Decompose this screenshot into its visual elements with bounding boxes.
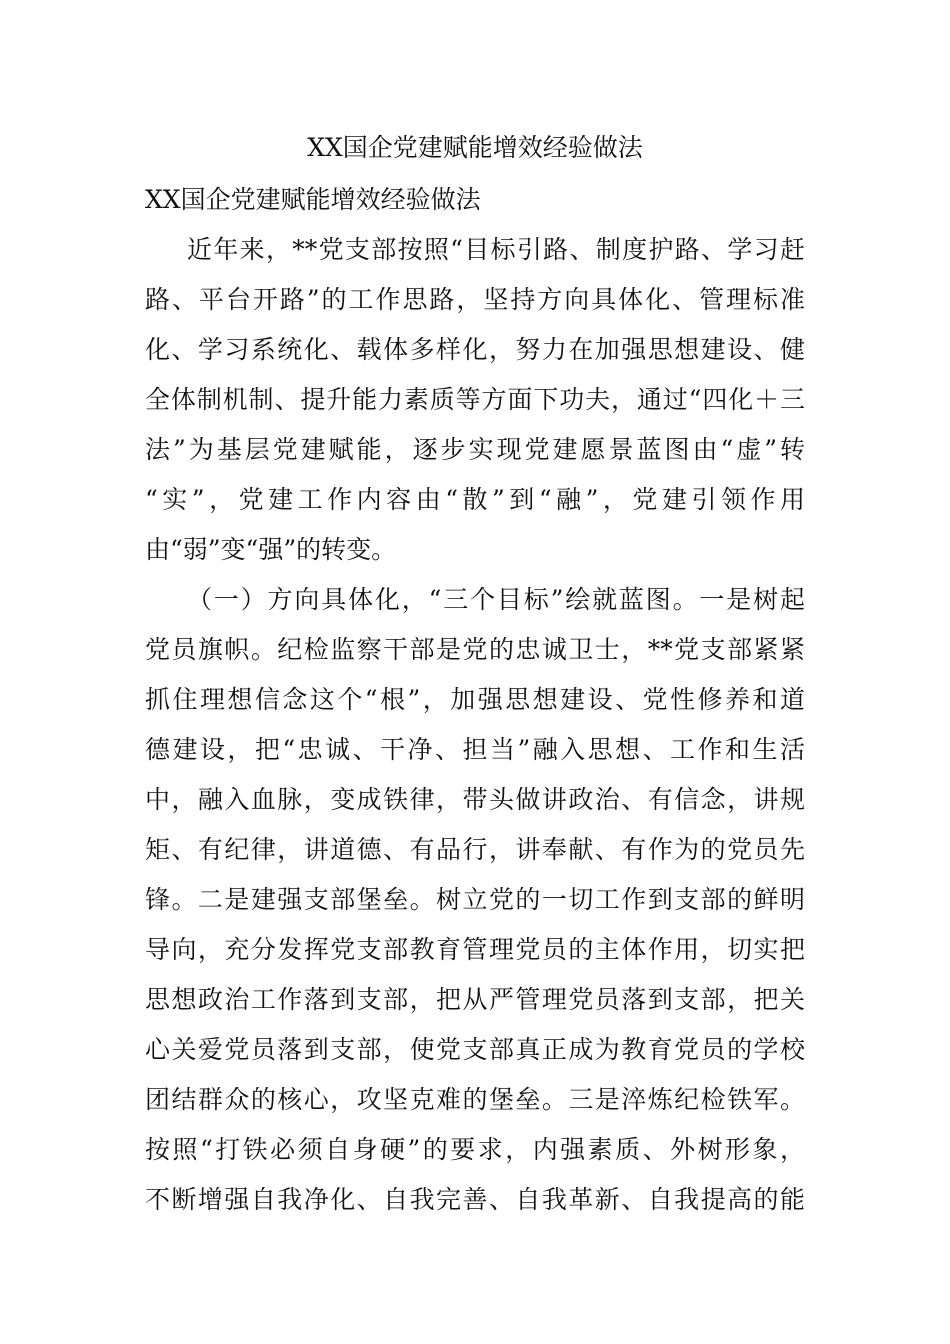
text-line: 矩、有纪律，讲道德、有品行，讲奉献、有作为的党员先 [145,835,805,864]
text-line: 按照“打铁必须自身硬”的要求，内强素质、外树形象， [145,1135,805,1164]
text-line: 锋。二是建强支部堡垒。树立党的一切工作到支部的鲜明 [145,885,805,914]
text-line: 不断增强自我净化、自我完善、自我革新、自我提高的能 [145,1185,805,1214]
document-subtitle: XX国企党建赋能增效经验做法 [145,185,481,214]
text-line: 党员旗帜。纪检监察干部是党的忠诚卫士，**党支部紧紧 [145,635,805,664]
text-line: “实”，党建工作内容由“散”到“融”，党建引领作用 [145,485,805,514]
text-line: 由“弱”变“强”的转变。 [145,535,397,564]
text-line: 全体制机制、提升能力素质等方面下功夫，通过“四化＋三 [145,385,805,414]
text-line: 心关爱党员落到支部，使党支部真正成为教育党员的学校 [145,1035,805,1064]
text-line: 中，融入血脉，变成铁律，带头做讲政治、有信念，讲规 [145,785,805,814]
text-line: 化、学习系统化、载体多样化，努力在加强思想建设、健 [145,335,805,364]
text-line: 团结群众的核心，攻坚克难的堡垒。三是淬炼纪检铁军。 [145,1085,805,1114]
text-line: 法”为基层党建赋能，逐步实现党建愿景蓝图由“虚”转 [145,435,805,464]
text-line: 思想政治工作落到支部，把从严管理党员落到支部，把关 [145,985,805,1014]
text-line: （一）方向具体化，“三个目标”绘就蓝图。一是树起 [187,585,805,614]
text-line: 路、平台开路”的工作思路，坚持方向具体化、管理标准 [145,285,805,314]
text-line: 抓住理想信念这个“根”，加强思想建设、党性修养和道 [145,685,805,714]
text-line: 导向，充分发挥党支部教育管理党员的主体作用，切实把 [145,935,805,964]
text-line: 德建设，把“忠诚、干净、担当”融入思想、工作和生活 [145,735,805,764]
text-line: 近年来，**党支部按照“目标引路、制度护路、学习赶 [187,235,805,264]
document-title: XX国企党建赋能增效经验做法 [307,133,643,162]
